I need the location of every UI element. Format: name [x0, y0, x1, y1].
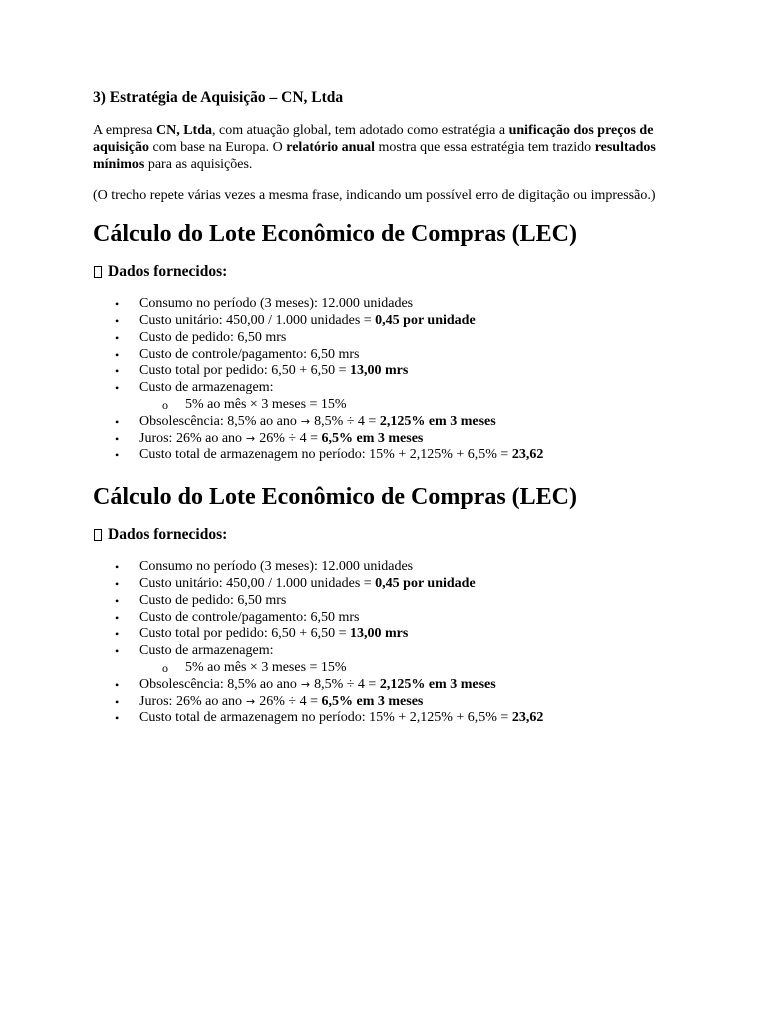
item-text: Custo unitário: 450,00 / 1.000 unidades =	[139, 312, 376, 328]
item-text: Custo total de armazenagem no período: 15% + 2,125% + 6,5% =	[139, 710, 512, 726]
bullet-icon: •	[115, 431, 120, 446]
list-item-custo-pedido	[93, 593, 683, 610]
bullet-icon: •	[115, 644, 120, 659]
list-item-custo-controle	[93, 347, 683, 364]
lec-heading: Cálculo do Lote Econômico de Compras (LEC)	[93, 484, 577, 511]
data-list	[93, 559, 683, 727]
bullet-icon: •	[115, 610, 120, 625]
intro-paragraph	[93, 123, 683, 173]
missing-glyph-box-icon	[94, 529, 102, 541]
lec-block-2	[93, 483, 683, 727]
data-subheading-label: Dados fornecidos:	[108, 263, 228, 281]
item-text: Obsolescência: 8,5% ao ano	[139, 413, 297, 429]
lec-heading: Cálculo do Lote Econômico de Compras (LEC)	[93, 221, 577, 248]
bullet-icon: •	[115, 414, 120, 429]
arrow-right-icon: →	[300, 677, 311, 691]
item-bold-value: 2,125% em 3 meses	[379, 676, 496, 692]
list-item-custo-armazenagem	[93, 380, 683, 397]
arrow-right-icon: →	[300, 414, 311, 428]
list-item-custo-total-pedido	[93, 626, 683, 643]
sub-bullet-icon: o	[162, 397, 168, 412]
bullet-icon: •	[115, 593, 120, 608]
sub-list-item-armazenagem	[93, 660, 683, 677]
bullet-icon: •	[115, 313, 120, 328]
item-calc: 8,5% ÷ 4 =	[314, 676, 380, 692]
item-text: Custo de armazenagem:	[139, 380, 274, 396]
data-subheading	[93, 525, 683, 544]
item-text: 5% ao mês × 3 meses = 15%	[185, 659, 347, 675]
list-item-juros	[93, 431, 683, 448]
intro-bold-report: relatório anual	[286, 139, 376, 155]
item-text: Custo unitário: 450,00 / 1.000 unidades =	[139, 575, 376, 591]
item-text: Custo de controle/pagamento: 6,50 mrs	[139, 346, 360, 362]
list-item-custo-total-pedido	[93, 363, 683, 380]
item-text: 5% ao mês × 3 meses = 15%	[185, 396, 347, 412]
bullet-icon: •	[115, 364, 120, 379]
item-text: Custo de pedido: 6,50 mrs	[139, 329, 287, 345]
bullet-icon: •	[115, 677, 120, 692]
list-item-consumo	[93, 296, 683, 313]
item-text: Obsolescência: 8,5% ao ano	[139, 676, 297, 692]
item-text: Custo total por pedido: 6,50 + 6,50 =	[139, 363, 351, 379]
bullet-icon: •	[115, 627, 120, 642]
data-subheading-label: Dados fornecidos:	[108, 526, 228, 544]
item-text: Custo de pedido: 6,50 mrs	[139, 592, 287, 608]
item-bold-value: 23,62	[511, 447, 544, 463]
section-title: 3) Estratégia de Aquisição – CN, Ltda	[93, 89, 344, 106]
arrow-right-icon: →	[246, 431, 256, 445]
item-bold-value: 23,62	[511, 710, 544, 726]
item-bold-value: 6,5% em 3 meses	[321, 430, 424, 446]
list-item-custo-total-armazenagem	[93, 447, 683, 464]
list-item-consumo	[93, 559, 683, 576]
item-text: Juros: 26% ao ano	[139, 430, 243, 446]
bullet-icon: •	[115, 297, 120, 312]
list-item-obsolescencia	[93, 677, 683, 694]
arrow-right-icon: →	[246, 694, 256, 708]
bullet-icon: •	[115, 381, 120, 396]
item-text: Consumo no período (3 meses): 12.000 unidades	[139, 296, 414, 312]
list-item-juros	[93, 694, 683, 711]
item-text: Custo total por pedido: 6,50 + 6,50 =	[139, 626, 351, 642]
data-subheading	[93, 262, 683, 281]
item-calc: 26% ÷ 4 =	[259, 430, 322, 446]
document-page	[93, 88, 683, 727]
list-item-custo-unitario	[93, 576, 683, 593]
intro-bold-results: resultados mínimos	[93, 139, 656, 172]
item-bold-value: 13,00 mrs	[350, 626, 409, 642]
bullet-icon: •	[115, 347, 120, 362]
list-item-custo-armazenagem	[93, 643, 683, 660]
list-item-custo-unitario	[93, 313, 683, 330]
bullet-icon: •	[115, 560, 120, 575]
note-paragraph: (O trecho repete várias vezes a mesma frase, indicando um possível erro de digitação ou impressão.)	[93, 188, 656, 204]
item-bold-value: 6,5% em 3 meses	[321, 693, 424, 709]
item-bold-value: 0,45 por unidade	[375, 575, 476, 591]
bullet-icon: •	[115, 448, 120, 463]
data-list	[93, 296, 683, 464]
intro-text-2: , com atuação global, tem adotado como estratégia a	[212, 123, 509, 138]
sub-bullet-icon: o	[162, 660, 168, 675]
list-item-custo-pedido	[93, 330, 683, 347]
item-text: Custo de armazenagem:	[139, 643, 274, 659]
item-text: Custo de controle/pagamento: 6,50 mrs	[139, 609, 360, 625]
intro-text-1: A empresa	[93, 123, 156, 138]
bullet-icon: •	[115, 330, 120, 345]
intro-text-3: com base na Europa. O	[149, 139, 287, 155]
intro-text-4: mostra que essa estratégia tem trazido	[375, 139, 595, 155]
lec-block-1	[93, 220, 683, 464]
item-text: Juros: 26% ao ano	[139, 693, 243, 709]
item-text: Custo total de armazenagem no período: 15% + 2,125% + 6,5% =	[139, 447, 512, 463]
intro-bold-company: CN, Ltda	[155, 123, 212, 138]
list-item-custo-total-armazenagem	[93, 710, 683, 727]
bullet-icon: •	[115, 694, 120, 709]
intro-bold-strategy: unificação dos preços de aquisição	[93, 123, 654, 155]
item-bold-value: 0,45 por unidade	[375, 312, 476, 328]
list-item-custo-controle	[93, 610, 683, 627]
item-calc: 26% ÷ 4 =	[259, 693, 322, 709]
bullet-icon: •	[115, 711, 120, 726]
item-bold-value: 13,00 mrs	[350, 363, 409, 379]
bullet-icon: •	[115, 576, 120, 591]
item-bold-value: 2,125% em 3 meses	[379, 413, 496, 429]
sub-list-item-armazenagem	[93, 397, 683, 414]
list-item-obsolescencia	[93, 414, 683, 431]
item-text: Consumo no período (3 meses): 12.000 unidades	[139, 559, 414, 575]
intro-text-5: para as aquisições.	[144, 156, 253, 172]
item-calc: 8,5% ÷ 4 =	[314, 413, 380, 429]
missing-glyph-box-icon	[94, 266, 102, 278]
